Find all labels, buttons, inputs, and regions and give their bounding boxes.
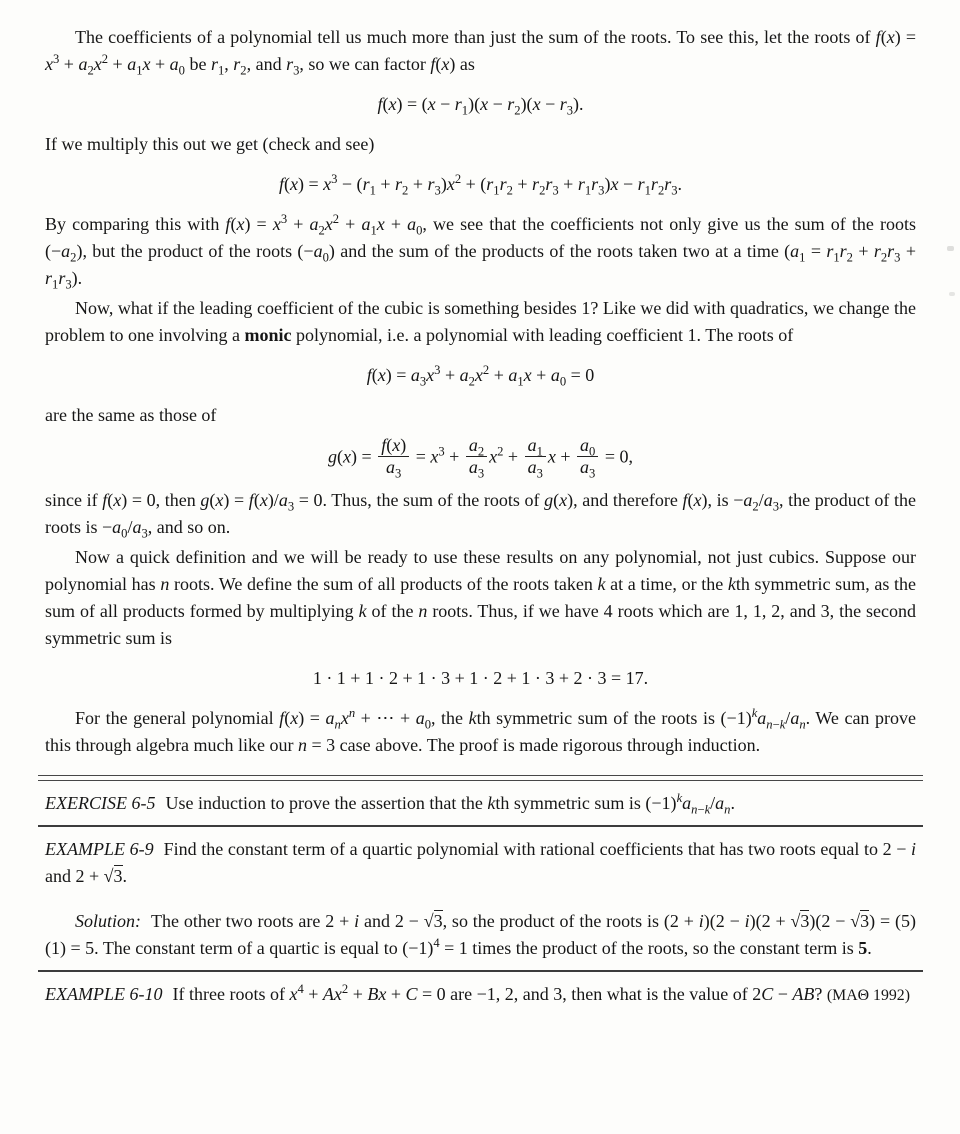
example-6-9-label: EXAMPLE 6-9 bbox=[45, 839, 154, 860]
eq-general-cubic: $f(x) = a_3x^3 + a_2x^2 + a_1x + a_0 = 0$ bbox=[366, 363, 595, 389]
eq-expanded-form: $f(x) = x^3 - (r_1 + r_2 + r_3)x^2 + (r_1r_2 + r_2r_3 + r_1r_3)x - r_1r_2r_3$. bbox=[278, 172, 683, 198]
exercise-6-5-text: Use induction to prove the assertion that the kth symmetric sum is $(-1)^ka_{n-k}/a_n$. bbox=[165, 791, 735, 817]
scan-artifact bbox=[949, 292, 955, 296]
para-compare-coefficients: By comparing this with $f(x) = x^3 + a_2x^2 + a_1x + a_0$, we see that the coefficients not only give us the sum of the roots $(-a_2)$, but the product of the roots $(-a_0)$ and the sum of the products of the roots taken two at a time $(a_1 = r_1r_2 + r_2r_3 + r_1r_3)$. bbox=[45, 212, 916, 292]
solution-6-9 bbox=[45, 908, 916, 962]
para-general-symmetric-sum: For the general polynomial $f(x) = a_nx^n$ + ⋯ + $a_0$, the kth symmetric sum of the roots is $(-1)^ka_{n-k}/a_n$. We can prove this through algebra much like our n = 3 case above. The proof is made rigorous through induction. bbox=[45, 706, 916, 756]
section-divider-1 bbox=[38, 825, 923, 827]
para-multiply: If we multiply this out we get (check and see) bbox=[45, 134, 375, 154]
section-divider-2 bbox=[38, 970, 923, 972]
exercise-6-5-label: EXERCISE 6-5 bbox=[45, 793, 156, 814]
para-monic-definition: Now, what if the leading coefficient of the cubic is something besides 1? Like we did with quadratics, we change the problem to one involving a monic polynomial, i.e. a polynomial with leading coefficient 1. The roots of bbox=[45, 298, 916, 345]
para-same-roots: are the same as those of bbox=[45, 405, 217, 425]
section-divider-double bbox=[38, 775, 923, 781]
example-6-10-text: If three roots of $x^4 + Ax^2 + Bx + C = 0$ are −1, 2, and 3, then what is the value of 2C − AB? (MAΘ 1992) bbox=[172, 982, 910, 1005]
example-6-10 bbox=[45, 981, 916, 1009]
solution-label: Solution: bbox=[75, 911, 141, 932]
para-symmetric-sum-definition: Now a quick definition and we will be ready to use these results on any polynomial, not just cubics. Suppose our polynomial has n roots. We define the sum of all products of the roots taken k at a time, or the kth symmetric sum, as the sum of all products formed by multiplying k of the n roots. Thus, if we have 4 roots which are 1, 1, 2, and 3, the second symmetric sum is bbox=[45, 547, 917, 649]
solution-text: The other two roots are 2 + i and 2 − √3, so the product of the roots is (2 + i)(2 − i)(2 + √3)(2 − √3) = (5)(1) = 5. The constant term of a quartic is equal to $(-1)^4 = 1$ times the product of the roots, so the constant term is 5. bbox=[45, 911, 917, 959]
example-6-10-label: EXAMPLE 6-10 bbox=[45, 984, 163, 1005]
exercise-6-5 bbox=[45, 790, 916, 817]
eq-monic-g: g(x) = $\frac{f(x)}{a_3}$ = $x^3$ + $\frac{a_2}{a_3}$ $x^2$ + $\frac{a_1}{a_3}$ x + $\frac{a_0}{a_3}$ = 0, bbox=[328, 435, 633, 481]
eq-second-symmetric-sum: 1 · 1 + 1 · 2 + 1 · 3 + 1 · 2 + 1 · 3 + 2 · 3 = 17. bbox=[312, 668, 649, 689]
example-6-9 bbox=[45, 836, 916, 890]
para-g-roots-explanation: since if f(x) = 0, then $g(x) = f(x)/a_3 = 0$. Thus, the sum of the roots of g(x), and therefore f(x), is $-a_2/a_3$, the product of the roots is $-a_0/a_3$, and so on. bbox=[45, 490, 916, 541]
scan-artifact bbox=[947, 246, 954, 251]
para-intro: The coefficients of a polynomial tell us much more than just the sum of the roots. To see this, let the roots of $f(x) = x^3 + a_2x^2 + a_1x + a_0$ be $r_1$, $r_2$, and $r_3$, so we can factor f(x) as bbox=[45, 27, 916, 78]
eq-factored-form: $f(x) = (x - r_1)(x - r_2)(x - r_3)$. bbox=[377, 94, 584, 118]
example-6-9-text: Find the constant term of a quartic polynomial with rational coefficients that has two roots equal to 2 − i and 2 + √3. bbox=[45, 839, 916, 887]
